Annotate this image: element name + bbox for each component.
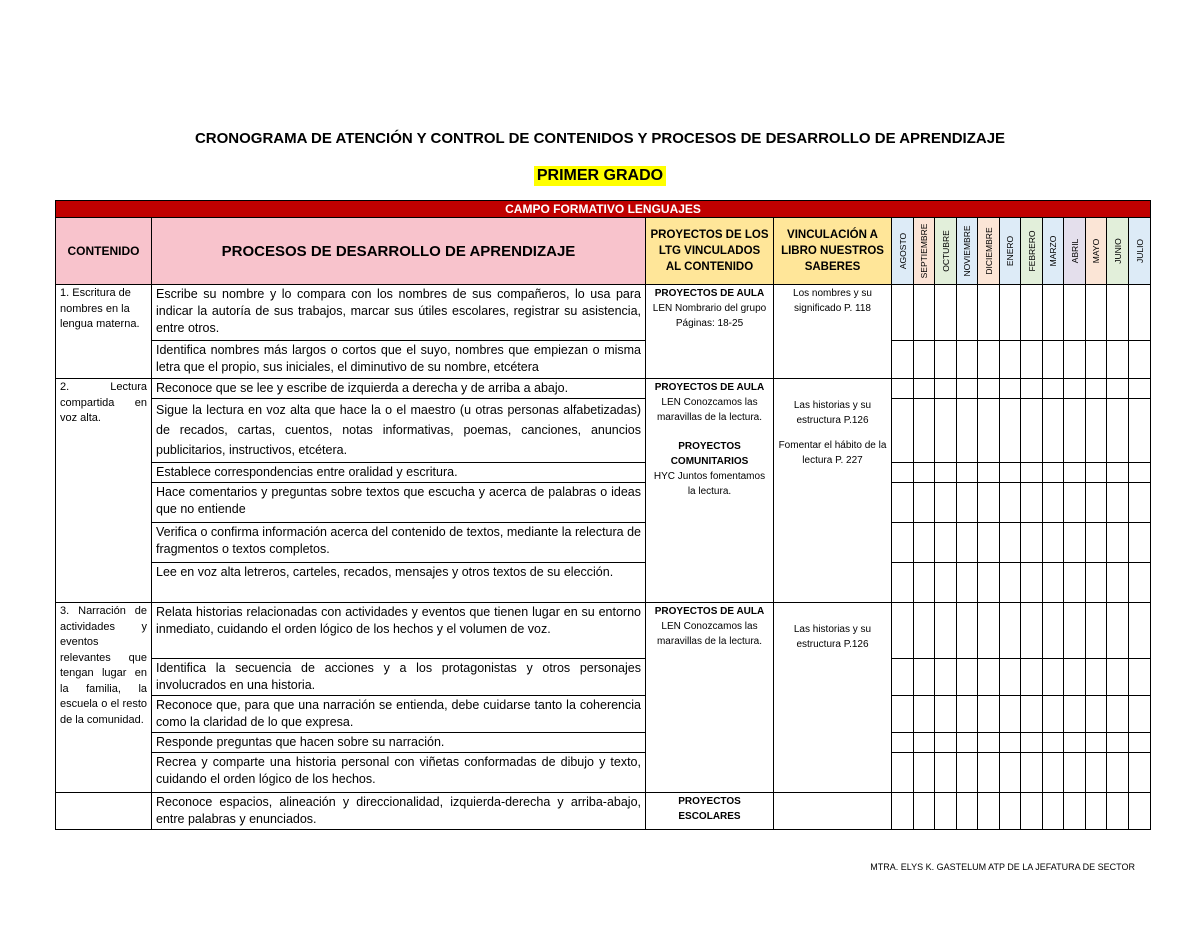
proceso-cell: Reconoce que, para que una narración se entienda, debe cuidarse tanto la coherencia como la claridad de lo que expresa. — [152, 696, 646, 733]
ltg-text: LEN Conozcamos las maravillas de la lectura. — [656, 397, 763, 423]
contenido-cell: 3. Narración de actividades y eventos relevantes que tengan lugar en la familia, la escuela o el resto de la comunidad. — [56, 603, 152, 793]
vinc-text: Las historias y su estructura P.126 — [793, 400, 872, 426]
proceso-cell: Reconoce que se lee y escribe de izquierda a derecha y de arriba a abajo. — [152, 379, 646, 399]
proceso-cell: Identifica la secuencia de acciones y a los protagonistas y otros personajes involucrados en una historia. — [152, 659, 646, 696]
vinc-cell — [774, 603, 892, 793]
table-row — [56, 341, 1151, 379]
table-row — [56, 733, 1151, 753]
month-header: FEBRERO — [1021, 218, 1043, 285]
contenido-cell: 2. Lectura compartida en voz alta. — [56, 379, 152, 603]
table-row — [56, 463, 1151, 483]
campo-header: CAMPO FORMATIVO LENGUAJES — [56, 201, 1151, 218]
table-row — [56, 753, 1151, 793]
ltg-title: PROYECTOS DE AULA — [654, 288, 765, 299]
month-header: DICIEMBRE — [978, 218, 1000, 285]
header-contenido: CONTENIDO — [56, 218, 152, 285]
ltg-cell: PROYECTOS ESCOLARES — [646, 793, 774, 830]
vinc-cell — [774, 379, 892, 603]
document-title: CRONOGRAMA DE ATENCIÓN Y CONTROL DE CONTENIDOS Y PROCESOS DE DESARROLLO DE APRENDIZAJE — [194, 130, 1006, 147]
proceso-cell: Recrea y comparte una historia personal con viñetas conformadas de dibujo y texto, cuidando el orden lógico de los hechos. — [152, 753, 646, 793]
proceso-cell: Hace comentarios y preguntas sobre textos que escucha y acerca de palabras o ideas que no entiende — [152, 483, 646, 523]
footer-author: MTRA. ELYS K. GASTELUM ATP DE LA JEFATURA DE SECTOR — [870, 862, 1135, 872]
proceso-cell: Reconoce espacios, alineación y direccionalidad, izquierda-derecha y arriba-abajo, entre palabras y enunciados. — [152, 793, 646, 830]
month-header: OCTUBRE — [935, 218, 957, 285]
month-header: JULIO — [1129, 218, 1151, 285]
proceso-cell: Lee en voz alta letreros, carteles, recados, mensajes y otros textos de su elección. — [152, 563, 646, 603]
header-row — [56, 218, 1151, 285]
ltg-cell — [646, 285, 774, 379]
schedule-table — [55, 200, 1151, 830]
ltg-cell — [646, 603, 774, 793]
vinc-text-2: Fomentar el hábito de la lectura P. 227 — [778, 440, 887, 466]
ltg-title: PROYECTOS DE AULA — [654, 606, 765, 617]
table-row — [56, 285, 1151, 341]
month-header: MAYO — [1086, 218, 1107, 285]
proceso-cell: Establece correspondencias entre oralidad y escritura. — [152, 463, 646, 483]
table-row — [56, 659, 1151, 696]
vinc-text: Las historias y su estructura P.126 — [793, 624, 872, 650]
ltg-text: LEN Nombrario del grupo Páginas: 18-25 — [652, 303, 767, 329]
ltg-title: PROYECTOS DE AULA — [654, 382, 765, 393]
contenido-cell — [56, 793, 152, 830]
grade-label: PRIMER GRADO — [534, 166, 666, 186]
table-row — [56, 379, 1151, 399]
table-row — [56, 523, 1151, 563]
vinc-cell — [774, 793, 892, 830]
month-header: NOVIEMBRE — [957, 218, 978, 285]
month-header: JUNIO — [1107, 218, 1129, 285]
header-vinculacion: VINCULACIÓN A LIBRO NUESTROS SABERES — [774, 218, 892, 285]
proceso-cell: Verifica o confirma información acerca del contenido de textos, mediante la relectura de fragmentos o textos completos. — [152, 523, 646, 563]
table-row — [56, 793, 1151, 830]
month-header: ENERO — [1000, 218, 1021, 285]
proceso-cell: Identifica nombres más largos o cortos que el suyo, nombres que empiezan o misma letra que el propio, sus iniciales, el diminutivo de su nombre, etcétera — [152, 341, 646, 379]
proceso-cell: Escribe su nombre y lo compara con los nombres de sus compañeros, lo usa para indicar la autoría de sus trabajos, marcar sus útiles escolares, registrar su asistencia, entre otros. — [152, 285, 646, 341]
proceso-cell: Responde preguntas que hacen sobre su narración. — [152, 733, 646, 753]
table-row — [56, 399, 1151, 463]
ltg-text-2: HYC Juntos fomentamos la lectura. — [653, 471, 766, 497]
month-header: MARZO — [1043, 218, 1064, 285]
header-ltg: PROYECTOS DE LOS LTG VINCULADOS AL CONTENIDO — [646, 218, 774, 285]
table-row — [56, 696, 1151, 733]
month-header: ABRIL — [1064, 218, 1086, 285]
month-header: SEPTIEMBRE — [914, 218, 935, 285]
table-row — [56, 563, 1151, 603]
ltg-text: LEN Conozcamos las maravillas de la lectura. — [656, 621, 763, 647]
table-row — [56, 483, 1151, 523]
month-header: AGOSTO — [892, 218, 914, 285]
proceso-cell: Relata historias relacionadas con actividades y eventos que tienen lugar en su entorno inmediato, cuidando el orden lógico de los hechos y el volumen de voz. — [152, 603, 646, 659]
ltg-cell — [646, 379, 774, 603]
table-row — [56, 603, 1151, 659]
contenido-cell: 1. Escritura de nombres en la lengua materna. — [56, 285, 152, 379]
vinc-cell: Los nombres y su significado P. 118 — [774, 285, 892, 379]
header-procesos: PROCESOS DE DESARROLLO DE APRENDIZAJE — [152, 218, 646, 285]
ltg-title-2: PROYECTOS COMUNITARIOS — [670, 441, 749, 467]
proceso-cell: Sigue la lectura en voz alta que hace la o el maestro (u otras personas alfabetizadas) de recados, cartas, cuentos, notas informativas, poemas, canciones, anuncios publicitarios, instructivos, etcétera. — [152, 399, 646, 463]
